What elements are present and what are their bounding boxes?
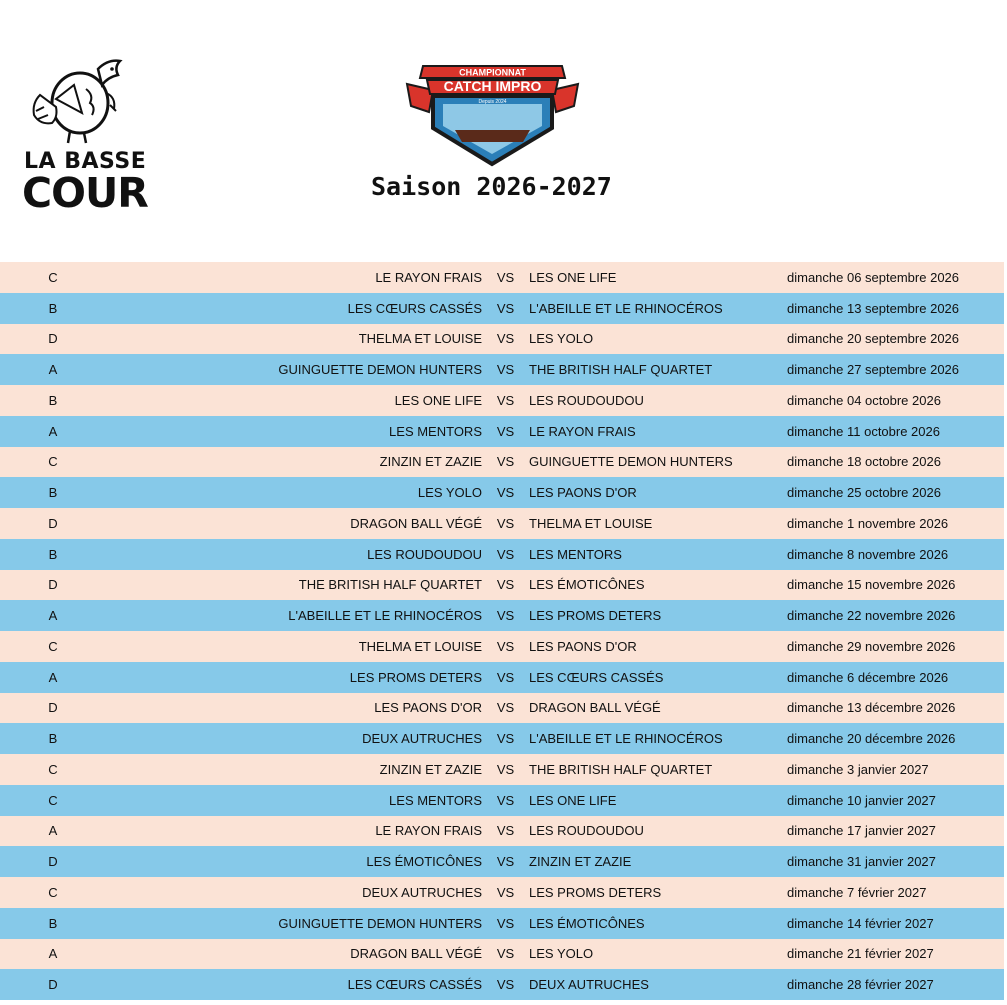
table-row	[0, 570, 1004, 601]
match-group: A	[48, 608, 58, 624]
table-row	[0, 816, 1004, 847]
match-vs: VS	[496, 608, 515, 624]
match-away-team: LES PROMS DETERS	[529, 608, 662, 624]
match-date: dimanche 28 février 2027	[787, 977, 934, 993]
match-group: A	[48, 823, 58, 839]
match-date: dimanche 27 septembre 2026	[787, 362, 960, 378]
match-home-team: LES PROMS DETERS	[349, 669, 482, 685]
club-logo	[20, 55, 148, 220]
match-home-team: LES CŒURS CASSÉS	[347, 977, 482, 993]
event-logo-line2: CATCH IMPRO	[443, 78, 542, 94]
match-vs: VS	[496, 362, 515, 378]
table-row	[0, 293, 1004, 324]
match-away-team: LES PAONS D'OR	[529, 485, 637, 501]
match-away-team: THE BRITISH HALF QUARTET	[529, 761, 713, 777]
match-away-team: ZINZIN ET ZAZIE	[529, 854, 632, 870]
match-away-team: LES YOLO	[529, 331, 594, 347]
table-row	[0, 354, 1004, 385]
match-group: C	[48, 269, 58, 285]
match-date: dimanche 13 septembre 2026	[787, 300, 960, 316]
match-group: B	[48, 300, 58, 316]
match-group: D	[48, 977, 58, 993]
match-home-team: LES MENTORS	[389, 423, 482, 439]
match-date: dimanche 21 février 2027	[787, 946, 934, 962]
match-group: B	[48, 915, 58, 931]
match-vs: VS	[496, 300, 515, 316]
match-date: dimanche 06 septembre 2026	[787, 269, 960, 285]
match-vs: VS	[496, 700, 515, 716]
match-home-team: LES YOLO	[417, 485, 482, 501]
match-group: B	[48, 546, 58, 562]
match-date: dimanche 31 janvier 2027	[787, 854, 936, 870]
table-row	[0, 754, 1004, 785]
match-vs: VS	[496, 946, 515, 962]
match-date: dimanche 25 octobre 2026	[787, 485, 941, 501]
match-away-team: LES ONE LIFE	[529, 792, 617, 808]
match-group: B	[48, 392, 58, 408]
match-home-team: THELMA ET LOUISE	[358, 331, 482, 347]
table-row	[0, 447, 1004, 478]
match-vs: VS	[496, 423, 515, 439]
table-row	[0, 477, 1004, 508]
schedule-table	[0, 262, 1004, 1000]
match-away-team: L'ABEILLE ET LE RHINOCÉROS	[529, 731, 723, 747]
match-home-team: LES MENTORS	[389, 792, 482, 808]
match-group: A	[48, 362, 58, 378]
table-row	[0, 539, 1004, 570]
match-home-team: LES PAONS D'OR	[374, 700, 482, 716]
match-group: C	[48, 454, 58, 470]
match-home-team: ZINZIN ET ZAZIE	[379, 454, 482, 470]
table-row	[0, 416, 1004, 447]
hen-illustration-icon	[22, 55, 132, 145]
championship-logo	[405, 56, 580, 168]
match-vs: VS	[496, 915, 515, 931]
match-away-team: THE BRITISH HALF QUARTET	[529, 362, 713, 378]
match-home-team: THE BRITISH HALF QUARTET	[298, 577, 482, 593]
match-away-team: LES ÉMOTICÔNES	[529, 577, 645, 593]
match-group: C	[48, 884, 58, 900]
match-date: dimanche 15 novembre 2026	[787, 577, 956, 593]
match-group: D	[48, 515, 58, 531]
match-group: A	[48, 946, 58, 962]
match-vs: VS	[496, 731, 515, 747]
match-home-team: ZINZIN ET ZAZIE	[379, 761, 482, 777]
match-away-team: LES PAONS D'OR	[529, 638, 637, 654]
match-home-team: LES ROUDOUDOU	[367, 546, 482, 562]
match-home-team: LES ÉMOTICÔNES	[366, 854, 482, 870]
match-vs: VS	[496, 792, 515, 808]
match-date: dimanche 04 octobre 2026	[787, 392, 941, 408]
match-away-team: DRAGON BALL VÉGÉ	[529, 700, 661, 716]
match-group: A	[48, 669, 58, 685]
match-vs: VS	[496, 331, 515, 347]
match-vs: VS	[496, 546, 515, 562]
table-row	[0, 723, 1004, 754]
match-vs: VS	[496, 884, 515, 900]
match-date: dimanche 14 février 2027	[787, 915, 934, 931]
championship-badge-icon	[405, 56, 580, 168]
match-vs: VS	[496, 392, 515, 408]
page-title: Saison 2026-2027	[371, 172, 612, 201]
match-vs: VS	[496, 485, 515, 501]
match-vs: VS	[496, 854, 515, 870]
match-home-team: THELMA ET LOUISE	[358, 638, 482, 654]
match-home-team: LES CŒURS CASSÉS	[347, 300, 482, 316]
table-row	[0, 385, 1004, 416]
match-group: D	[48, 854, 58, 870]
match-away-team: L'ABEILLE ET LE RHINOCÉROS	[529, 300, 723, 316]
event-logo-line3: Depuis 2024	[478, 99, 507, 105]
match-date: dimanche 29 novembre 2026	[787, 638, 956, 654]
match-home-team: L'ABEILLE ET LE RHINOCÉROS	[288, 608, 482, 624]
match-away-team: LE RAYON FRAIS	[529, 423, 636, 439]
match-home-team: GUINGUETTE DEMON HUNTERS	[278, 362, 482, 378]
table-row	[0, 662, 1004, 693]
match-group: C	[48, 761, 58, 777]
match-home-team: LE RAYON FRAIS	[375, 823, 482, 839]
match-away-team: LES MENTORS	[529, 546, 622, 562]
table-row	[0, 939, 1004, 970]
match-date: dimanche 8 novembre 2026	[787, 546, 949, 562]
match-home-team: LE RAYON FRAIS	[375, 269, 482, 285]
match-away-team: DEUX AUTRUCHES	[529, 977, 649, 993]
match-home-team: GUINGUETTE DEMON HUNTERS	[278, 915, 482, 931]
table-row	[0, 631, 1004, 662]
match-date: dimanche 20 décembre 2026	[787, 731, 956, 747]
event-logo-line1: CHAMPIONNAT	[459, 67, 526, 78]
club-logo-line2: COUR	[22, 169, 148, 217]
match-date: dimanche 18 octobre 2026	[787, 454, 941, 470]
match-away-team: LES ROUDOUDOU	[529, 823, 644, 839]
match-away-team: LES ONE LIFE	[529, 269, 617, 285]
match-away-team: LES ROUDOUDOU	[529, 392, 644, 408]
match-date: dimanche 6 décembre 2026	[787, 669, 949, 685]
match-away-team: GUINGUETTE DEMON HUNTERS	[529, 454, 733, 470]
club-logo-line1: LA BASSE	[24, 149, 147, 174]
match-group: D	[48, 577, 58, 593]
table-row	[0, 846, 1004, 877]
table-row	[0, 600, 1004, 631]
match-away-team: LES ÉMOTICÔNES	[529, 915, 645, 931]
match-group: C	[48, 638, 58, 654]
page-header	[0, 0, 1007, 262]
match-vs: VS	[496, 269, 515, 285]
match-date: dimanche 20 septembre 2026	[787, 331, 960, 347]
match-date: dimanche 1 novembre 2026	[787, 515, 949, 531]
match-vs: VS	[496, 515, 515, 531]
table-row	[0, 785, 1004, 816]
match-away-team: LES YOLO	[529, 946, 594, 962]
match-away-team: LES CŒURS CASSÉS	[529, 669, 664, 685]
match-home-team: LES ONE LIFE	[394, 392, 482, 408]
table-row	[0, 693, 1004, 724]
table-row	[0, 508, 1004, 539]
match-away-team: THELMA ET LOUISE	[529, 515, 653, 531]
match-date: dimanche 7 février 2027	[787, 884, 927, 900]
table-row	[0, 324, 1004, 355]
match-date: dimanche 22 novembre 2026	[787, 608, 956, 624]
match-home-team: DEUX AUTRUCHES	[362, 731, 482, 747]
match-home-team: DEUX AUTRUCHES	[362, 884, 482, 900]
table-row	[0, 262, 1004, 293]
match-date: dimanche 3 janvier 2027	[787, 761, 929, 777]
match-group: C	[48, 792, 58, 808]
match-date: dimanche 11 octobre 2026	[787, 423, 940, 439]
match-home-team: DRAGON BALL VÉGÉ	[350, 946, 482, 962]
table-row	[0, 969, 1004, 1000]
match-date: dimanche 10 janvier 2027	[787, 792, 936, 808]
match-vs: VS	[496, 977, 515, 993]
match-vs: VS	[496, 638, 515, 654]
match-date: dimanche 17 janvier 2027	[787, 823, 936, 839]
match-group: B	[48, 485, 58, 501]
match-date: dimanche 13 décembre 2026	[787, 700, 956, 716]
match-home-team: DRAGON BALL VÉGÉ	[350, 515, 482, 531]
table-row	[0, 877, 1004, 908]
match-group: D	[48, 331, 58, 347]
match-away-team: LES PROMS DETERS	[529, 884, 662, 900]
match-group: B	[48, 731, 58, 747]
match-vs: VS	[496, 577, 515, 593]
match-vs: VS	[496, 761, 515, 777]
match-group: A	[48, 423, 58, 439]
match-vs: VS	[496, 669, 515, 685]
match-vs: VS	[496, 454, 515, 470]
match-group: D	[48, 700, 58, 716]
table-row	[0, 908, 1004, 939]
match-vs: VS	[496, 823, 515, 839]
